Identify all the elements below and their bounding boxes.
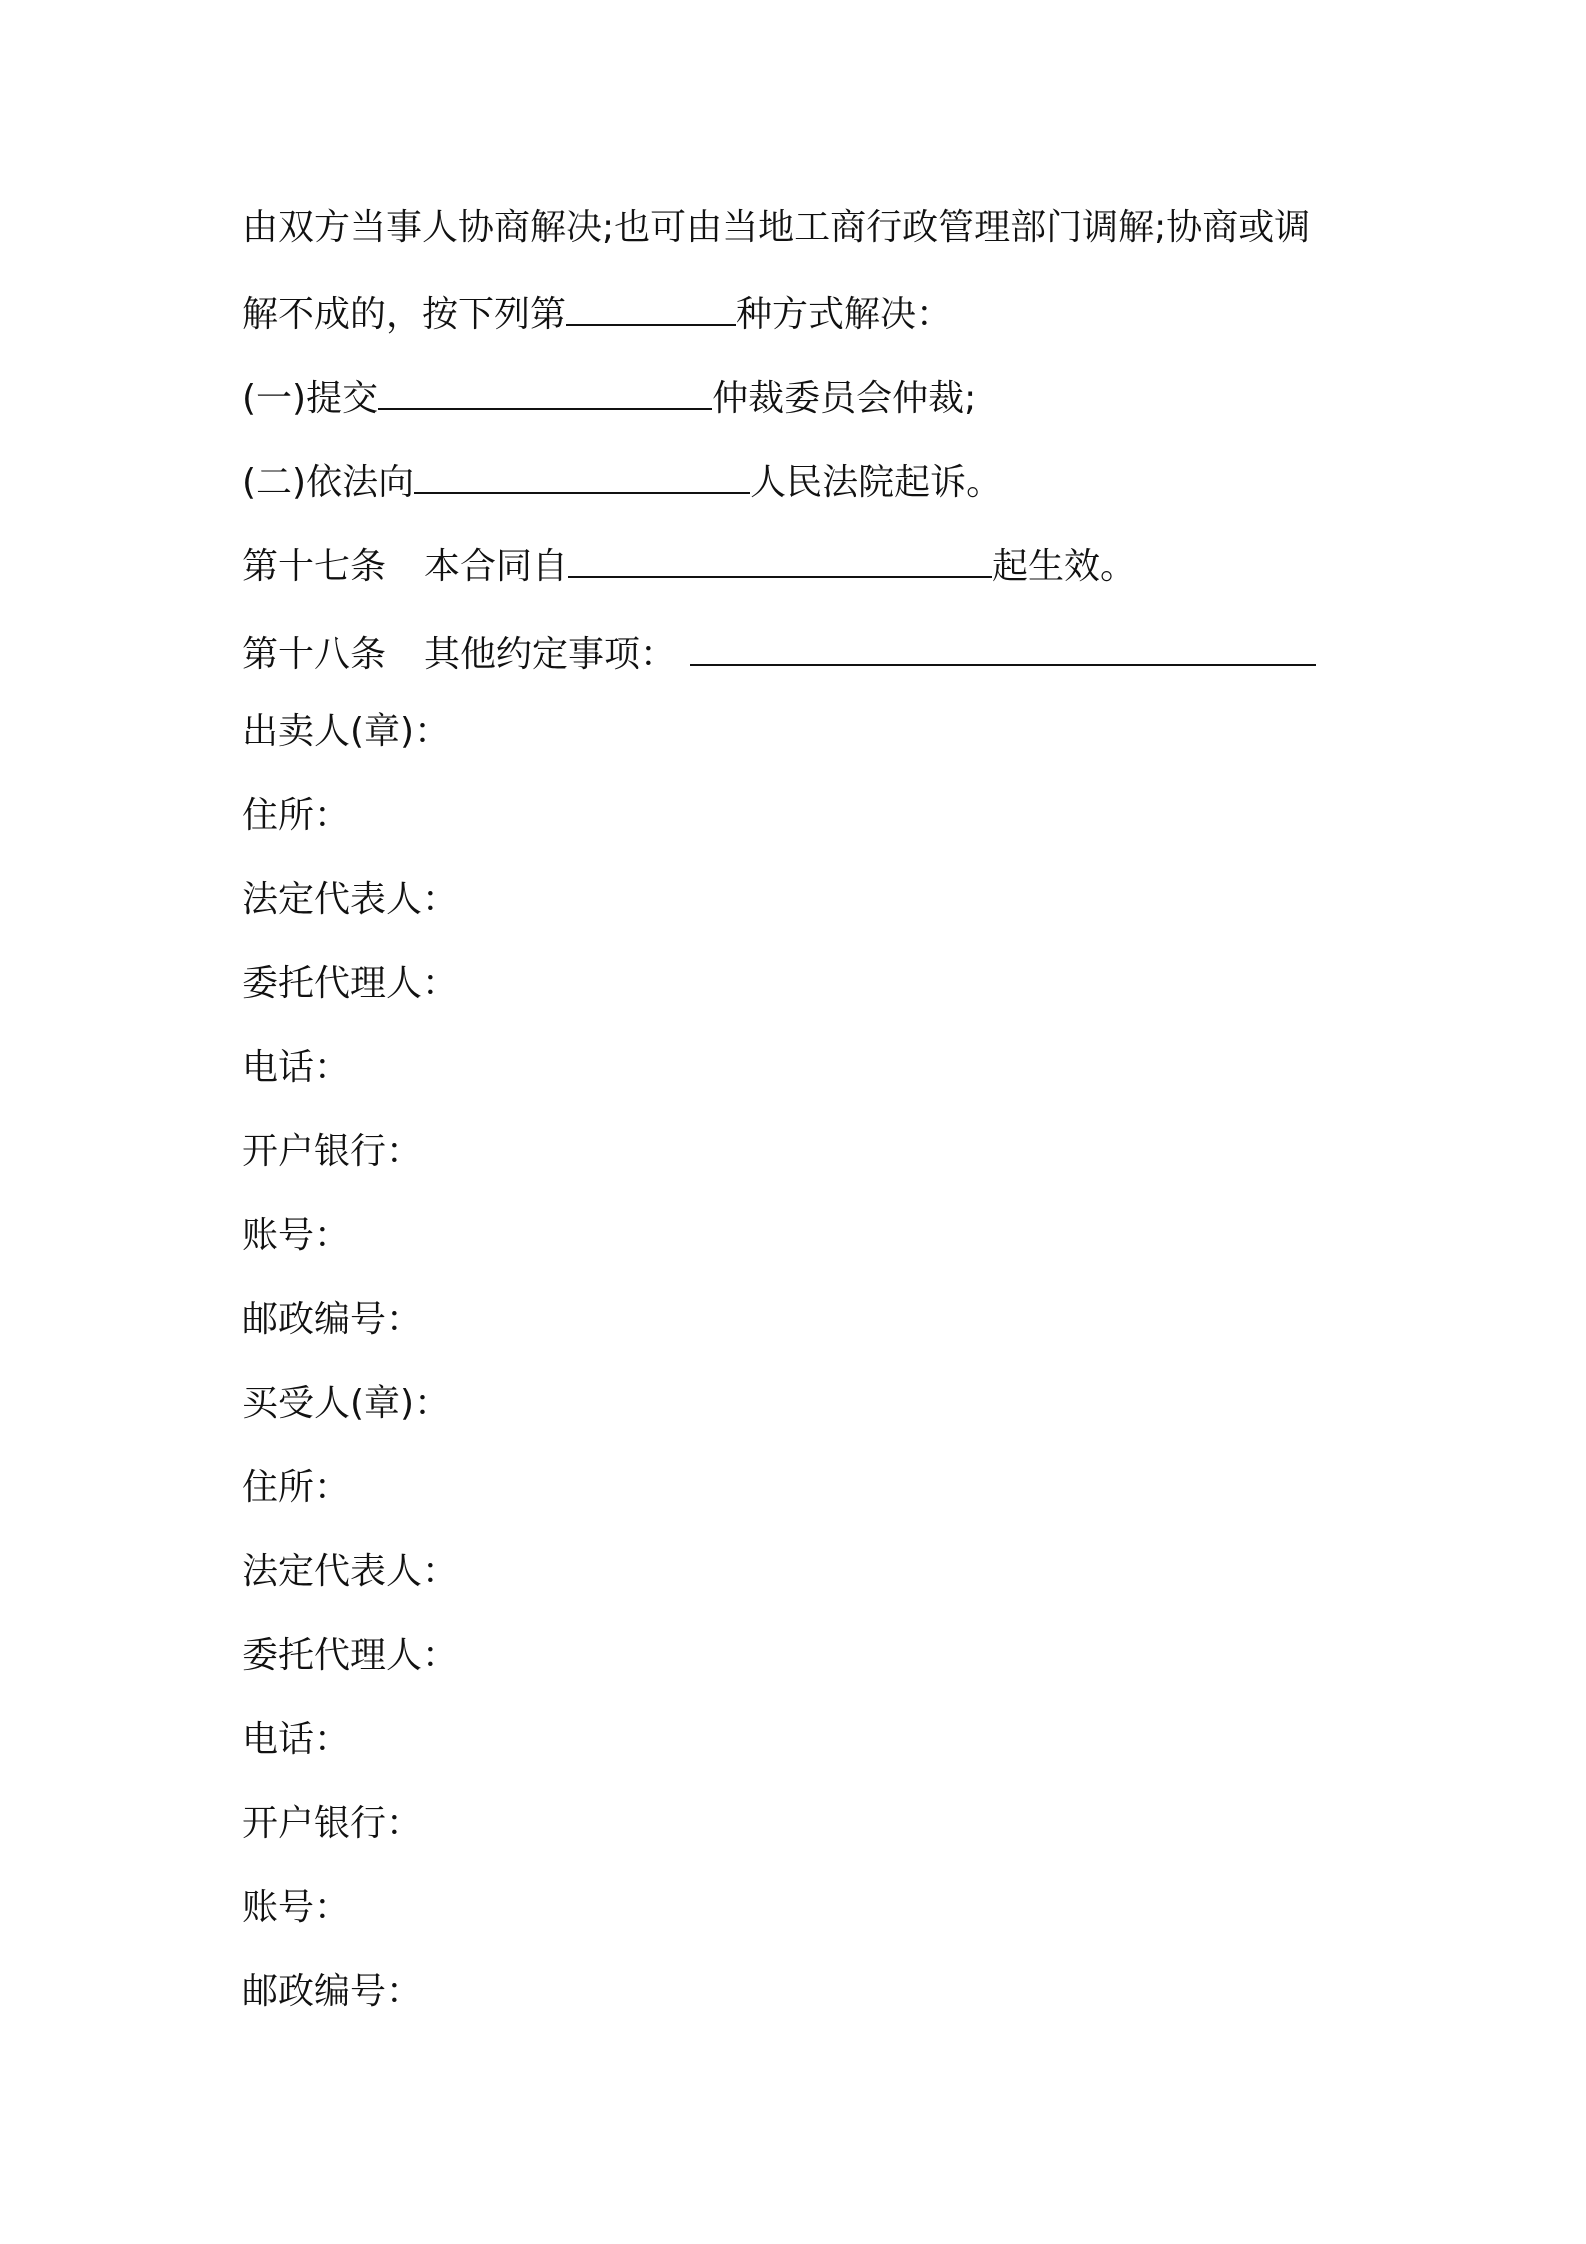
dispute-text-line1: 由双方当事人协商解决;也可由当地工商行政管理部门调解;协商或调: [242, 207, 1311, 248]
option-litigation: [242, 458, 1002, 502]
buyer-agent-label: 委托代理人：: [242, 1635, 459, 1676]
option-arbitration: [242, 374, 976, 418]
article-18: [242, 630, 1316, 674]
other-matters-blank[interactable]: [690, 630, 1316, 666]
seller-address-label: 住所：: [242, 795, 351, 836]
buyer-address-label: 住所：: [242, 1467, 351, 1508]
dispute-text-line2-start: 解不成的，按下列第: [242, 294, 567, 335]
buyer-bank-label: 开户银行：: [242, 1803, 423, 1844]
paragraph-dispute-line2: [242, 290, 952, 334]
arbitration-committee-blank[interactable]: [378, 374, 712, 410]
court-name-blank[interactable]: [414, 458, 750, 494]
article-17-text-end: 起生效。: [992, 546, 1137, 587]
seller-legal-rep-label: 法定代表人：: [242, 879, 459, 920]
article-17-number: 第十七条: [242, 546, 387, 587]
buyer-account-label: 账号：: [242, 1887, 351, 1928]
option-litigation-suffix: 人民法院起诉。: [750, 462, 1003, 503]
buyer-title: 买受人(章)：: [242, 1383, 451, 1424]
seller-title: 出卖人(章)：: [242, 711, 451, 752]
seller-account-label: 账号：: [242, 1215, 351, 1256]
seller-bank-label: 开户银行：: [242, 1131, 423, 1172]
buyer-legal-rep-label: 法定代表人：: [242, 1551, 459, 1592]
option-arbitration-label: (一)提交: [242, 378, 379, 419]
article-18-text: 其他约定事项：: [424, 634, 677, 675]
paragraph-dispute-line1: [242, 206, 1310, 250]
article-17: [242, 542, 1136, 586]
seller-agent-label: 委托代理人：: [242, 963, 459, 1004]
option-litigation-label: (二)依法向: [242, 462, 415, 503]
method-number-blank[interactable]: [566, 290, 736, 326]
effective-date-blank[interactable]: [568, 542, 992, 578]
buyer-postcode-label: 邮政编号：: [242, 1971, 423, 2012]
seller-postcode-label: 邮政编号：: [242, 1299, 423, 1340]
buyer-phone-label: 电话：: [242, 1719, 351, 1760]
seller-phone-label: 电话：: [242, 1047, 351, 1088]
dispute-text-line2-end: 种方式解决：: [736, 294, 953, 335]
article-17-text-start: 本合同自: [424, 546, 569, 587]
option-arbitration-suffix: 仲裁委员会仲裁;: [712, 378, 977, 419]
article-18-number: 第十八条: [242, 634, 387, 675]
